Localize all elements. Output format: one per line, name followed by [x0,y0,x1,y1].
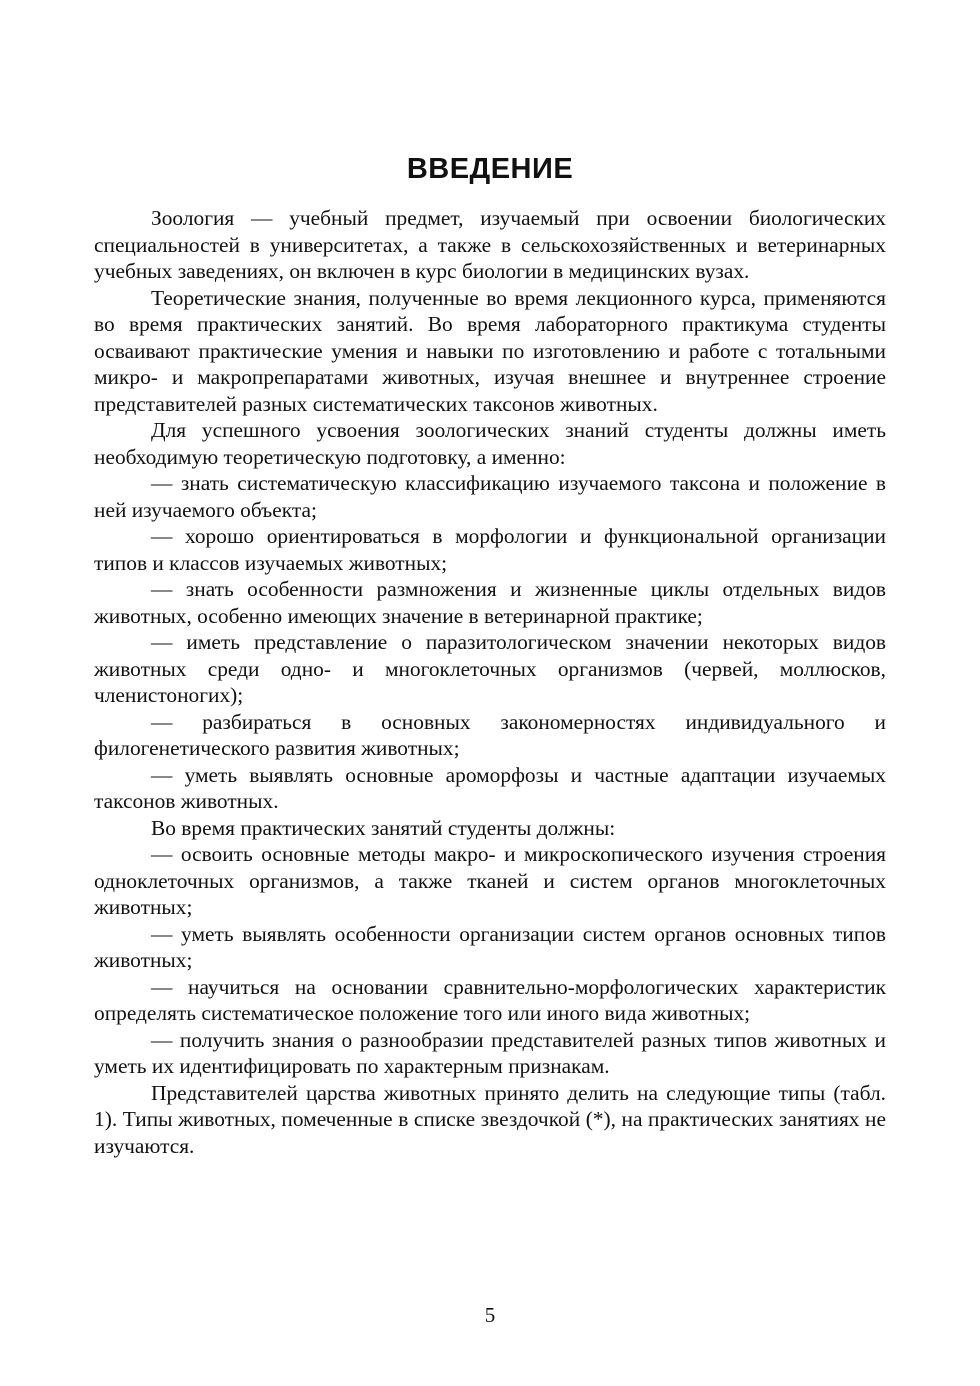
list-item: — уметь выявлять основные ароморфозы и частные адаптации изучаемых таксонов животных. [94,762,886,813]
page-number: 5 [484,1303,496,1327]
paragraph-practice: Во время практических занятий студенты должны: [151,815,616,840]
paragraph-intro: Зоология — учебный предмет, изучаемый при освоении биологических специальностей в университетах, а также в сельскохозяйственных и ветеринарных учебных заведениях, он включен в курс биологии в медицинских вузах. [94,206,886,283]
list-item: — знать особенности размножения и жизненные циклы отдельных видов животных, особенно имеющих значение в ветеринарной практике; [94,577,886,628]
list-item: — знать систематическую классификацию изучаемого таксона и положение в ней изучаемого объекта; [94,471,886,522]
list-item: — уметь выявлять особенности организации систем органов основных типов животных; [94,921,886,972]
list-item: — разбираться в основных закономерностях индивидуального и филогенетического развития животных; [94,709,886,760]
page-title: ВВЕДЕНИЕ [406,153,574,185]
list-item: — получить знания о разнообразии представителей разных типов животных и уметь их идентифицировать по характерным признакам. [94,1027,886,1078]
list-item: — хорошо ориентироваться в морфологии и функциональной организации типов и классов изучаемых животных; [94,524,886,575]
body-text [94,205,886,1159]
paragraph-requirements: Для успешного усвоения зоологических знаний студенты должны иметь необходимую теоретическую подготовку, а именно: [94,418,886,469]
list-item: — научиться на основании сравнительно-морфологических характеристик определять систематическое положение того или иного вида животных; [94,974,886,1025]
paragraph-theory: Теоретические знания, полученные во время лекционного курса, применяются во время практических занятий. Во время лабораторного практикума студенты осваивают практические умения и навыки по изготовлению и работе с тотальными микро- и макропрепаратами животных, изучая внешнее и внутреннее строение представителей разных систематических таксонов животных. [94,285,886,416]
list-item: — иметь представление о паразитологическом значении некоторых видов животных среди одно- и многоклеточных организмов (червей, моллюсков, членистоногих); [94,630,886,707]
list-item: — освоить основные методы макро- и микроскопического изучения строения одноклеточных организмов, а также тканей и систем органов многоклеточных животных; [94,842,886,919]
paragraph-types: Представителей царства животных принято делить на следующие типы (табл. 1). Типы животных, помеченные в списке звездочкой (*), на практических занятиях не изучаются. [94,1080,886,1158]
